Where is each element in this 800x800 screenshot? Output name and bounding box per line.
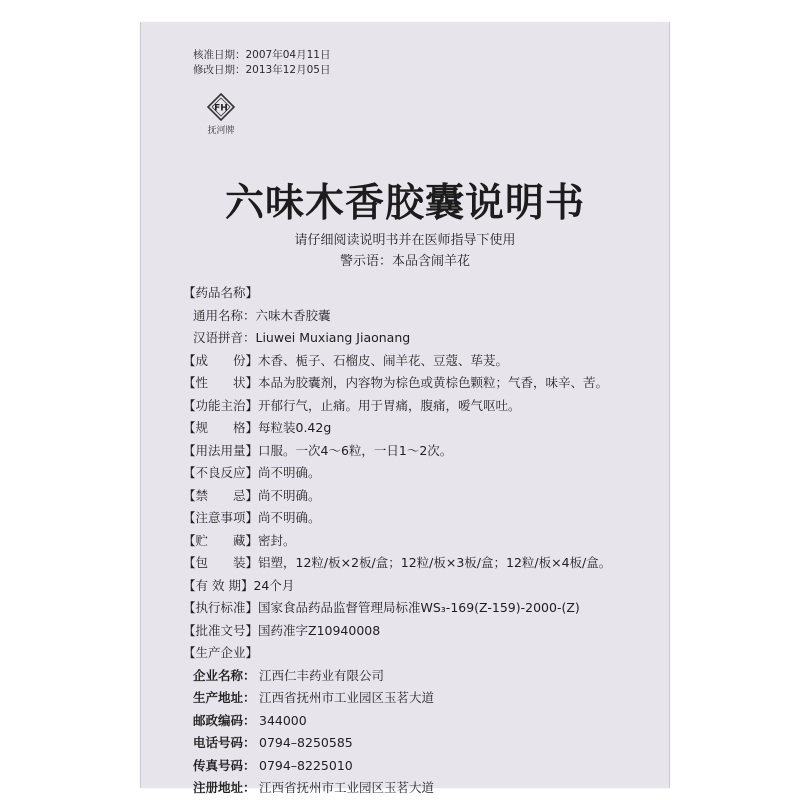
warning-text: 警示语：本品含闹羊花 [339, 254, 470, 269]
manufacturer-header: 【生产企业】 [183, 645, 259, 660]
fax-value: 0794–8225010 [259, 757, 353, 773]
usage-instruction: 请仔细阅读说明书并在医师指导下使用 [294, 233, 516, 248]
ingredients: 【成 份】木香、栀子、石榴皮、闹羊花、豆蔻、荜茇。 [183, 352, 509, 368]
revision-date: 修改日期：2013年12月05日 [193, 64, 331, 76]
reg-address-value: 江西省抚州市工业园区玉茗大道 [259, 780, 435, 795]
leaflet-content [183, 282, 653, 800]
packaging: 【包 装】铝塑，12粒/板×2板/盒；12粒/板×3板/盒；12粒/板×4板/盒。 [183, 555, 612, 570]
storage: 【贮 藏】密封。 [183, 532, 296, 548]
company-value: 江西仁丰药业有限公司 [259, 667, 385, 683]
phone-value: 0794–8250585 [259, 735, 353, 750]
fax-label: 传真号码： [193, 757, 256, 773]
drug-name-header: 【药品名称】 [183, 285, 259, 300]
specification: 【规 格】每粒装0.42g [183, 420, 332, 435]
adverse-reactions: 【不良反应】尚不明确。 [183, 465, 321, 480]
approval-number: 【批准文号】国药准字Z10940008 [183, 622, 381, 638]
description: 【性 状】本品为胶囊剂，内容物为棕色或黄棕色颗粒；气香，味辛、苦。 [183, 375, 609, 390]
phone-label: 电话号码： [193, 735, 256, 750]
company-label: 企业名称： [193, 667, 256, 683]
phone-row [183, 732, 653, 755]
brand-name: 抚河牌 [207, 126, 235, 136]
page-title: 六味木香胶囊说明书 [224, 180, 585, 226]
approval-date: 核准日期：2007年04月11日 [193, 49, 331, 61]
precautions: 【注意事项】尚不明确。 [183, 510, 321, 525]
reg-address-label: 注册地址： [193, 780, 256, 795]
postal-row [183, 710, 653, 733]
fax-row [183, 755, 653, 778]
leaflet-sheet [140, 22, 670, 795]
indications: 【功能主治】开郁行气，止痛。用于胃痛，腹痛，嗳气呕吐。 [183, 397, 521, 413]
execution-standard: 【执行标准】国家食品药品监督管理局标准WS₃-169(Z-159)-2000-(Z) [183, 600, 580, 615]
fh-logo-icon [206, 92, 236, 122]
dosage: 【用法用量】口服。一次4～6粒，一日1～2次。 [183, 442, 453, 458]
contraindications: 【禁 忌】尚不明确。 [183, 487, 321, 503]
address-value: 江西省抚州市工业园区玉茗大道 [259, 690, 435, 705]
brand-logo [201, 92, 241, 136]
logo-mark: FH [214, 103, 228, 114]
address-row [183, 687, 653, 710]
reg-address-row [183, 777, 653, 800]
address-label: 生产地址： [193, 690, 256, 705]
postal-value: 344000 [259, 712, 307, 728]
pinyin-name: 汉语拼音：Liuwei Muxiang Jiaonang [193, 330, 411, 345]
generic-name: 通用名称：六味木香胶囊 [193, 307, 331, 323]
postal-label: 邮政编码： [193, 712, 256, 728]
validity: 【有 效 期】24个月 [183, 577, 295, 593]
company-row [183, 665, 653, 688]
date-block [193, 48, 330, 78]
